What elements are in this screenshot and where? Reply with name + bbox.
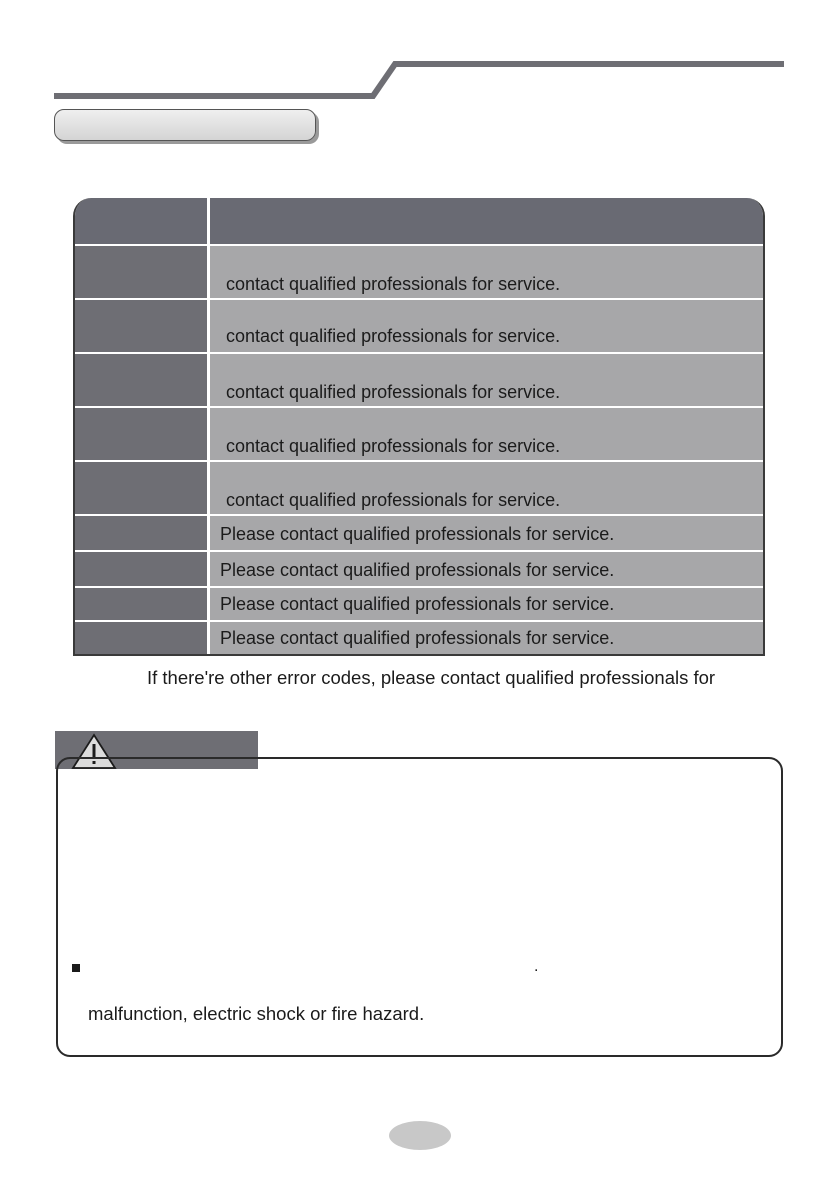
description-cell [210,462,763,514]
error-code-cell [75,462,207,514]
description-cell [210,246,763,298]
description-cell [210,408,763,460]
warning-text: malfunction, electric shock or fire hazard. [88,1003,425,1024]
warning-period: . [534,958,539,975]
table-row [75,552,763,586]
description-cell [210,588,763,620]
table-row [75,516,763,550]
description-text: Please contact qualified professionals for service. [220,628,615,648]
header-rule [0,0,839,110]
description-text: Please contact qualified professionals for service. [220,524,615,544]
table-row [75,622,763,656]
description-text: Please contact qualified professionals for service. [220,594,615,614]
table-row [75,246,763,298]
description-cell [210,552,763,586]
error-code-cell [75,408,207,460]
description-text: Please contact qualified professionals for service. [220,560,615,580]
description-text: contact qualified professionals for service. [226,382,561,402]
table-header [75,198,763,244]
square-bullet-icon [72,964,80,972]
error-code-table [73,198,765,656]
error-code-cell [75,552,207,586]
header-divider [207,198,210,244]
error-code-cell [75,246,207,298]
description-cell [210,622,763,656]
error-code-cell [75,588,207,620]
section-title-pill [54,109,316,141]
description-text: contact qualified professionals for service. [226,436,561,456]
table-row [75,588,763,620]
table-row [75,300,763,352]
footnote-text: If there're other error codes, please contact qualified professionals for [147,667,716,688]
table-row [75,354,763,406]
error-code-cell [75,300,207,352]
table-row [75,462,763,514]
description-cell [210,300,763,352]
description-text: contact qualified professionals for service. [226,274,561,294]
description-text: contact qualified professionals for service. [226,326,561,346]
error-code-cell [75,622,207,656]
table-row [75,408,763,460]
error-code-cell [75,516,207,550]
page-number-oval [389,1121,451,1150]
description-cell [210,516,763,550]
description-text: contact qualified professionals for service. [226,490,561,510]
error-code-cell [75,354,207,406]
description-cell [210,354,763,406]
